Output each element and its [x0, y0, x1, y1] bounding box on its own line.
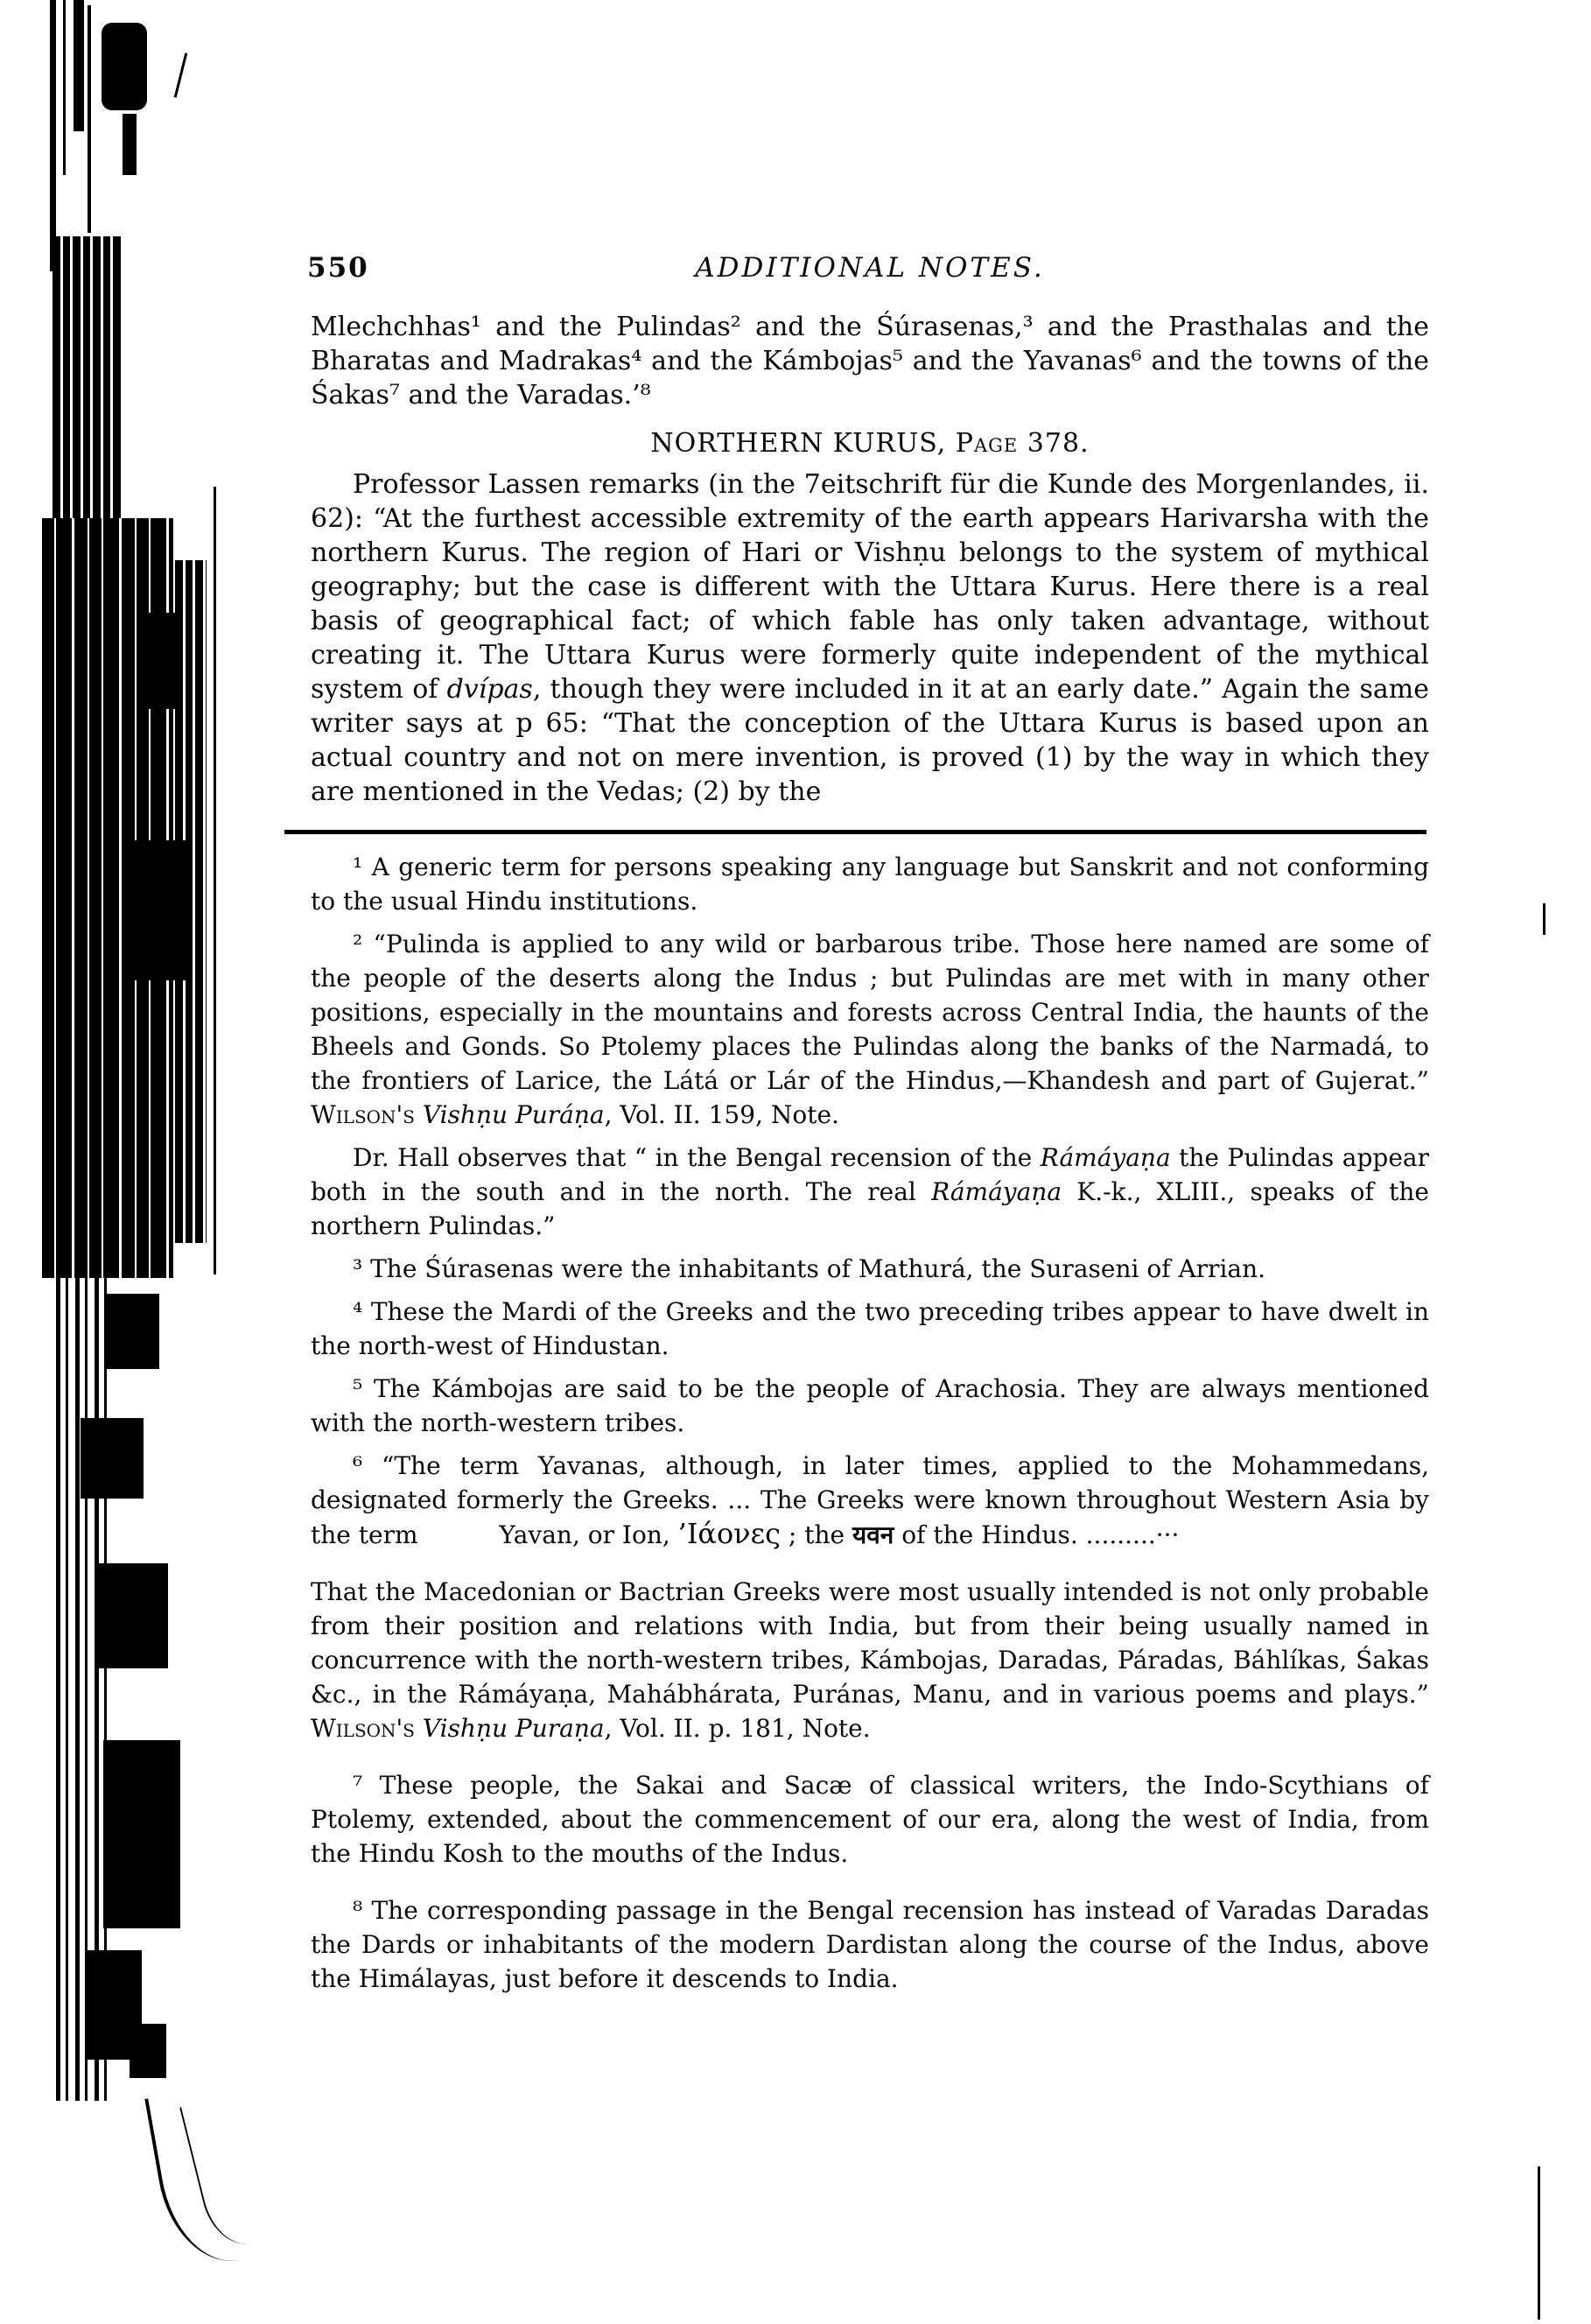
scan-artifact — [144, 613, 179, 709]
footnote-rule — [284, 830, 1426, 834]
footnote-1: ¹ A generic term for persons speaking any language but Sanskrit and not conforming to the usual Hindu institutions. — [311, 853, 1429, 916]
intro-paragraph: Mlechchhas¹ and the Pulindas² and the Śúrasenas,³ and the Prasthalas and the Bharatas and Madrakas⁴ and the Kámbojas⁵ and the Yavanas⁶ and the towns of the Śakas⁷ and the Varadas.’⁸ — [311, 312, 1429, 411]
page-header — [307, 252, 1429, 291]
scan-artifact — [50, 0, 56, 271]
scan-artifact — [123, 114, 137, 175]
page-number: 550 — [307, 252, 369, 284]
scan-artifact — [63, 0, 66, 175]
scan-artifact — [81, 1418, 144, 1499]
footnote-2: ² “Pulinda is applied to any wild or barbarous tribe. Those here named are some of the people of the deserts along the Indus ; but Pulindas are met with in many other positions, especially in the mountains and forests across Central India, the haunts of the Bheels and Gonds. So Ptolemy places the Pulindas along the banks of the Narmadá, to the frontiers of Larice, the Látá or Lár of the Hindus,—Khandesh and part of Gujerat.” Wilson's Vishṇu Puráṇa, Vol. II. 159, Note. — [311, 930, 1429, 1129]
section-heading: NORTHERN KURUS, Page 378. — [650, 428, 1090, 459]
scan-artifact — [130, 2024, 166, 2078]
footnote-6: ⁶ “The term Yavanas, although, in later times, applied to the Mohammedans, designated formerly the Greeks. ... The Greeks were known throughout Western Asia by the term Yavan, or Ion, ’Ιάονες ; the यवन of the Hindus. .........··· — [311, 1451, 1429, 1550]
scan-artifact — [102, 23, 147, 110]
footnote-7: ⁷ These people, the Sakai and Sacæ of classical writers, the Indo-Scythians of Ptolemy, extended, about the commencement of our era, along the west of India, from the Hindu Kosh to the mouths of the Indus. — [311, 1771, 1429, 1868]
footnote-3: ³ The Śúrasenas were the inhabitants of Mathurá, the Suraseni of Arrian. — [353, 1254, 1266, 1283]
scan-artifact — [53, 236, 123, 525]
scan-artifact — [214, 487, 216, 1274]
footnote-5: ⁵ The Kámbojas are said to be the people of Arachosia. They are always mentioned with the north-western tribes. — [311, 1374, 1429, 1437]
scan-artifact — [103, 1740, 180, 1928]
footnote-6-continuation: That the Macedonian or Bactrian Greeks were most usually intended is not only probable from their position and relations with India, but from their being usually named in concurrence with the north-western tribes, Kámbojas, Daradas, Páradas, Báhlíkas, Śakas &c., in the Rámáyaṇa, Mahábhárata, Puránas, Manu, and in various poems and plays.” Wilson's Vishṇu Puraṇa, Vol. II. p. 181, Note. — [311, 1577, 1429, 1743]
lassen-paragraph: Professor Lassen remarks (in the 7eitschrift für die Kunde des Morgenlandes, ii. 62): “At the furthest accessible extremity of the earth appears Harivarsha with the northern Kurus. The region of Hari or Vishṇu belongs to the system of mythical geography; but the case is different with the Uttara Kurus. Here there is a real basis of geographical fact; of which fable has only taken advantage, without creating it. The Uttara Kurus were formerly quite independent of the mythical system of dvípas, though they were included in it at an early date.” Again the same writer says at p 65: “That the conception of the Uttara Kurus is based upon an actual country and not on mere invention, is proved (1) by the way in which they are mentioned in the Vedas; (2) by the — [311, 469, 1429, 807]
text-column — [307, 252, 1429, 1996]
scan-artifact — [131, 840, 193, 980]
scan-artifact — [74, 0, 84, 131]
footnote-2-hall-note: Dr. Hall observes that “ in the Bengal recension of the Rámáyaṇa the Pulindas appear both in the south and in the north. The real Rámáyaṇa K.-k., XLIII., speaks of the northern Pulindas.” — [311, 1143, 1429, 1240]
scan-artifact — [105, 1294, 159, 1369]
footnote-8: ⁸ The corresponding passage in the Bengal recension has instead of Varadas Daradas the Dards or inhabitants of the modern Dardistan along the course of the Indus, above the Himálayas, just before it descends to India. — [311, 1896, 1429, 1993]
scan-artifact — [95, 1563, 168, 1668]
scan-artifact — [88, 5, 91, 233]
footnote-4: ⁴ These the Mardi of the Greeks and the two preceding tribes appear to have dwelt in the north-west of Hindustan. — [311, 1297, 1429, 1360]
running-title: ADDITIONAL NOTES. — [695, 252, 1045, 284]
scan-artifact — [1543, 903, 1545, 935]
scan-artifact — [174, 53, 187, 97]
scan-artifact — [1538, 2166, 1540, 2320]
